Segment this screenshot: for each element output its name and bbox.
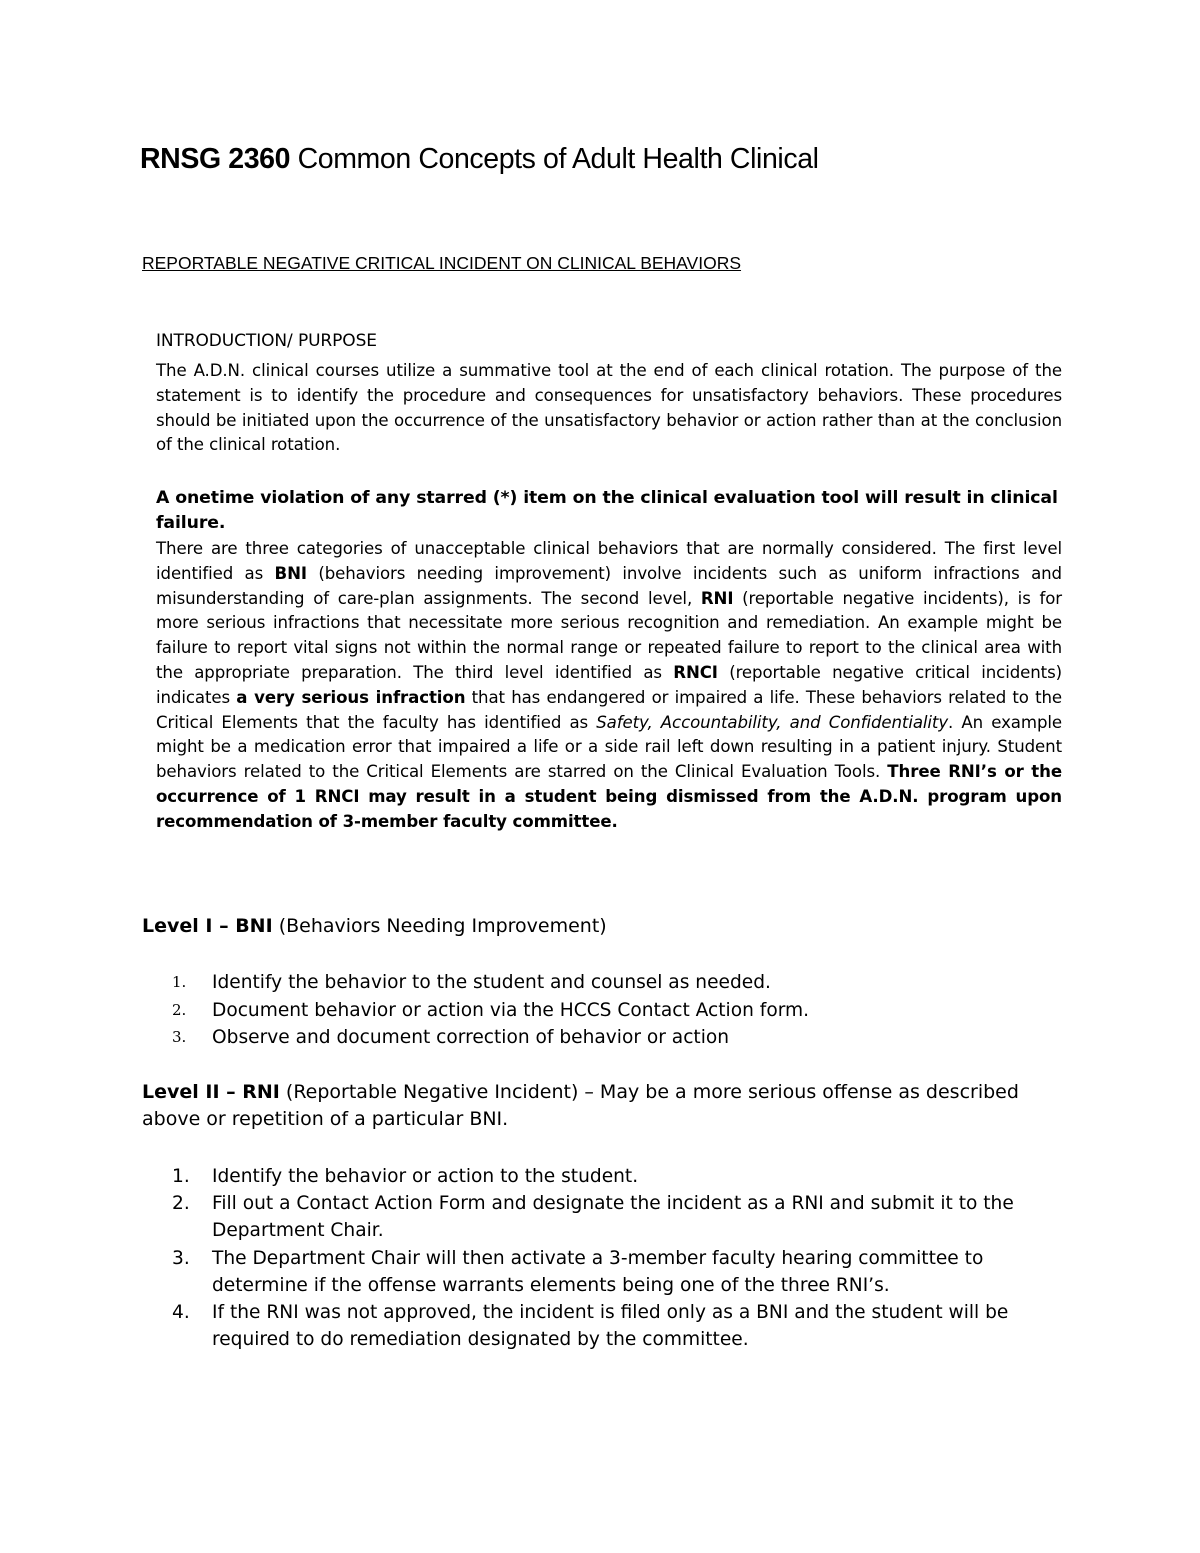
list-item: 2. Fill out a Contact Action Form and designate the incident as a RNI and submit it to the Department Chair. xyxy=(172,1193,1014,1242)
list-item: 1. Identify the behavior or action to the student. xyxy=(172,1166,639,1187)
level-1-description: (Behaviors Needing Improvement) xyxy=(272,915,607,937)
level-2-title xyxy=(142,1079,1042,1133)
section-heading: REPORTABLE NEGATIVE CRITICAL INCIDENT ON CLINICAL BEHAVIORS xyxy=(142,253,742,273)
level-1-title xyxy=(142,913,1042,940)
rnci-term: RNCI xyxy=(673,662,718,682)
critical-elements-term: Safety, Accountability, and Confidentiality xyxy=(596,712,949,732)
list-item: 3. Observe and document correction of behavior or action xyxy=(172,1027,730,1048)
dismissal-statement: Three RNI’s or the occurrence of 1 RNCI may result in a student being dismissed from the A.D.N. program upon recommendation of 3-member faculty committee. xyxy=(156,762,1062,831)
list-item: 3. The Department Chair will then activate a 3-member faculty hearing committee to determine if the offense warrants elements being one of the three RNI’s. xyxy=(172,1247,984,1296)
violation-statement: A onetime violation of any starred (*) item on the clinical evaluation tool will result in clinical failure. xyxy=(156,488,1058,533)
categories-text-2: (behaviors needing improvement) involve incidents such as uniform infractions and misunderstanding of care-plan assignments. The second level, xyxy=(156,563,1062,608)
list-item: 2. Document behavior or action via the HCCS Contact Action form. xyxy=(172,999,810,1021)
serious-infraction-term: a very serious infraction xyxy=(236,687,466,707)
list-item: 4. If the RNI was not approved, the incident is filed only as a BNI and the student will be required to do remediation designated by the committee. xyxy=(172,1302,1009,1351)
level-2-label: Level II – RNI xyxy=(142,1081,280,1103)
course-name: Common Concepts of Adult Health Clinical xyxy=(290,143,819,175)
level-2-description: (Reportable Negative Incident) – May be a more serious offense as described above or repetition of a particular BNI. xyxy=(142,1081,1019,1130)
level-2-steps xyxy=(172,1163,1032,1353)
categories-text-4: (reportable negative critical incidents) indicates xyxy=(156,662,1062,707)
bni-term: BNI xyxy=(274,563,307,583)
list-item: 1. Identify the behavior to the student and counsel as needed. xyxy=(172,972,771,993)
intro-paragraph: The A.D.N. clinical courses utilize a summative tool at the end of each clinical rotation. The purpose of the statement is to identify the procedure and consequences for unsatisfactory behaviors. These procedures should be initiated upon the occurrence of the unsatisfactory behavior or action rather than at the conclusion of the clinical rotation. xyxy=(156,361,1062,455)
level-1-steps xyxy=(172,969,1032,1052)
page-title xyxy=(140,143,819,176)
intro-heading: INTRODUCTION/ PURPOSE xyxy=(156,331,377,351)
categories-text-5: that has endangered or impaired a life. These behaviors related to the Critical Elements that the faculty has identified as xyxy=(156,687,1063,732)
categories-text-6: . An example might be a medication error that impaired a life or a side rail left down resulting in a patient injury. Student behaviors related to the Critical Elements are starred on the Clinical Evaluation Tools. xyxy=(156,712,1062,782)
rni-term: RNI xyxy=(700,588,734,608)
categories-text-1: There are three categories of unacceptable clinical behaviors that are normally considered. The first level identified as xyxy=(156,539,1062,583)
course-code: RNSG 2360 xyxy=(140,143,291,175)
categories-text-3: (reportable negative incidents), is for more serious infractions that necessitate more serious recognition and remediation. An example might be failure to report vital signs not within the normal range or repeated failure to report to the clinical area with the appropriate preparation. The third level identified as xyxy=(156,588,1063,682)
level-1-label: Level I – BNI xyxy=(142,915,273,937)
categories-paragraph xyxy=(156,537,1062,835)
